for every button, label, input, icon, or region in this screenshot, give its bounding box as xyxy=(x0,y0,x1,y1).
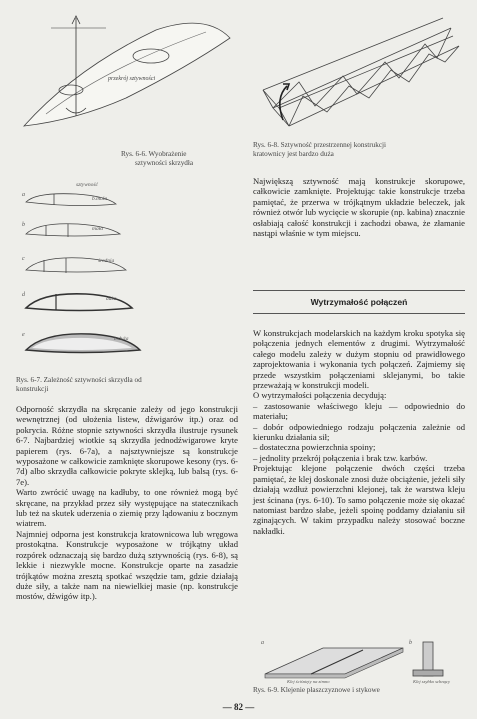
stiffness-high: duża xyxy=(106,296,117,302)
right-list-item: – dobór odpowiedniego rodzaju połączenia zależnie od kierunku działania sił; xyxy=(253,421,465,443)
figure-6-7-caption-line2: konstrukcji xyxy=(16,385,49,393)
section-letter-e: e xyxy=(22,332,25,338)
figure-6-9 xyxy=(253,636,465,698)
figure-6-8-caption xyxy=(253,141,465,159)
figure-6-9-label-a: Klej ściśnięty na zimno xyxy=(287,679,330,684)
section-letter-d: d xyxy=(22,292,25,298)
figure-6-6-caption xyxy=(121,150,238,168)
figure-6-8-caption-line2: kratownicy jest bardzo duża xyxy=(253,150,334,158)
figure-6-9-letter-b: b xyxy=(409,640,412,646)
right-paragraph: W konstrukcjach modelarskich na każdym kroku spotyka się połączenia jednych elementów z drugimi. Wytrzymałość całego modelu zależy w dużym stopniu od prawidłowego zaprojektowania i wykonania tych połączeń. Zajmiemy się przede wszystkim połączeniami sklejanymi, bo takie przeważają w konstrukcji modeli. xyxy=(253,328,465,391)
stiffness-very-high: b.duża xyxy=(114,336,129,342)
left-paragraph: Najmniej odporna jest konstrukcja kratownicowa lub wręgowa prostokątna. Konstrukcje wyposażone w trójkątny układ rozpórek odznaczają się bardzo dużą sztywnością (rys. 6-8), są lekkie i niezwykle mocne. Konstrukcje oparte na zasadzie trójkątów można zresztą spotkać wszędzie tam, gdzie działają duże siły, a także nam na niewielkiej masie (np. konstrukcje mostów, dźwigów itp.). xyxy=(16,528,238,602)
wing-torsion-drawing xyxy=(16,8,238,138)
right-intro-paragraph: Największą sztywność mają konstrukcje skorupowe, całkowicie zamknięte. Projektując takie konstrukcje trzeba pamiętać, że przerwa w trójkątnym układzie beleczek, jak również otwór lub wycięcie w skorupie (np. kabina) znacznie osłabiają całość konstrukcji i zachodzi obawa, że złamanie nastąpi właśnie w tym miejscu. xyxy=(253,176,465,239)
stiffness-label: sztywność xyxy=(76,182,98,188)
left-paragraph: Odporność skrzydła na skręcanie zależy od jego konstrukcji wewnętrznej (od ułożenia listew, dźwigarów itp.) oraz od pokrycia. Różne stopnie sztywności skrzydła ilustruje rysunek 6-7. Najbardziej wiotkie są skrzydła jednodźwigarowe kryte papierem (rys. 6-7a), a najsztywniejsze są konstrukcje wyposażone w całkowicie zamknięte skorupowe kesony (rys. 6-7d) albo skrzydła całkowicie pokryte sklejką, lub balsą (rys. 6-7e). xyxy=(16,404,238,487)
figure-6-8-caption-line1: Rys. 6-8. Sztywność przestrzennej konstrukcji xyxy=(253,141,387,149)
figure-6-6-caption-line1: Rys. 6-6. Wyobrażenie xyxy=(121,150,187,158)
right-body-text xyxy=(253,328,465,536)
stiffness-low: mała xyxy=(92,226,103,232)
right-intro-text xyxy=(253,176,465,238)
figure-6-9-letter-a: a xyxy=(261,640,264,646)
figure-6-8 xyxy=(253,8,465,163)
right-list-item: – jednolity przekrój połączenia i brak tzw. karbów. xyxy=(253,452,428,463)
right-list-item: – zastosowanie właściwego kleju — odpowiednio do materiału; xyxy=(253,400,465,422)
figure-6-9-caption: Rys. 6-9. Klejenie płaszczyznowe i stykowe xyxy=(253,686,380,694)
stiffness-medium: średnia xyxy=(98,258,115,264)
figure-6-6 xyxy=(16,8,238,178)
right-list-item: – dostateczna powierzchnia spoiny; xyxy=(253,442,376,453)
left-body-text xyxy=(16,404,238,602)
figure-6-6-caption-line2: sztywności skrzydła xyxy=(135,159,194,167)
truss-fuselage-drawing xyxy=(253,8,465,136)
section-letter-c: c xyxy=(22,256,25,262)
figure-6-7-caption xyxy=(16,376,238,394)
section-letter-a: a xyxy=(22,192,25,198)
figure-6-7-caption-line1: Rys. 6-7. Zależność sztywności skrzydła od xyxy=(16,376,142,384)
wing-sections-drawing xyxy=(16,176,238,374)
figure-6-6-label: przekrój sztywności xyxy=(108,76,156,82)
figure-6-7 xyxy=(16,176,238,398)
stiffness-very-low: b.mała xyxy=(92,196,108,202)
figure-6-9-label-b: Klej szybko schnący xyxy=(413,679,450,684)
right-paragraph: Projektując klejone połączenie dwóch części trzeba pamiętać, że klej doskonale znosi duże obciążenie, jeżeli siły działają wzdłuż powierzchni klejonej, tak że warstwa kleju jest ścinana (rys. 6-10). To samo połączenie może się okazać natomiast bardzo słabe, jeżeli spoinę poddamy działaniu sił zginających. W takim przypadku należy stosować boczne nakładki. xyxy=(253,463,465,536)
section-heading: Wytrzymałość połączeń xyxy=(253,290,465,314)
left-paragraph: Warto zwrócić uwagę na kadłuby, to one również mogą być skręcane, na przykład przez siły występujące na statecznikach lub też na skutek uderzenia o ziemię przy lądowaniu z bocznym wiatrem. xyxy=(16,487,238,529)
glue-joints-drawing xyxy=(253,636,465,684)
section-letter-b: b xyxy=(22,222,25,228)
page-number: — 82 — xyxy=(222,702,255,712)
right-paragraph: O wytrzymałości połączenia decydują: xyxy=(253,390,387,401)
